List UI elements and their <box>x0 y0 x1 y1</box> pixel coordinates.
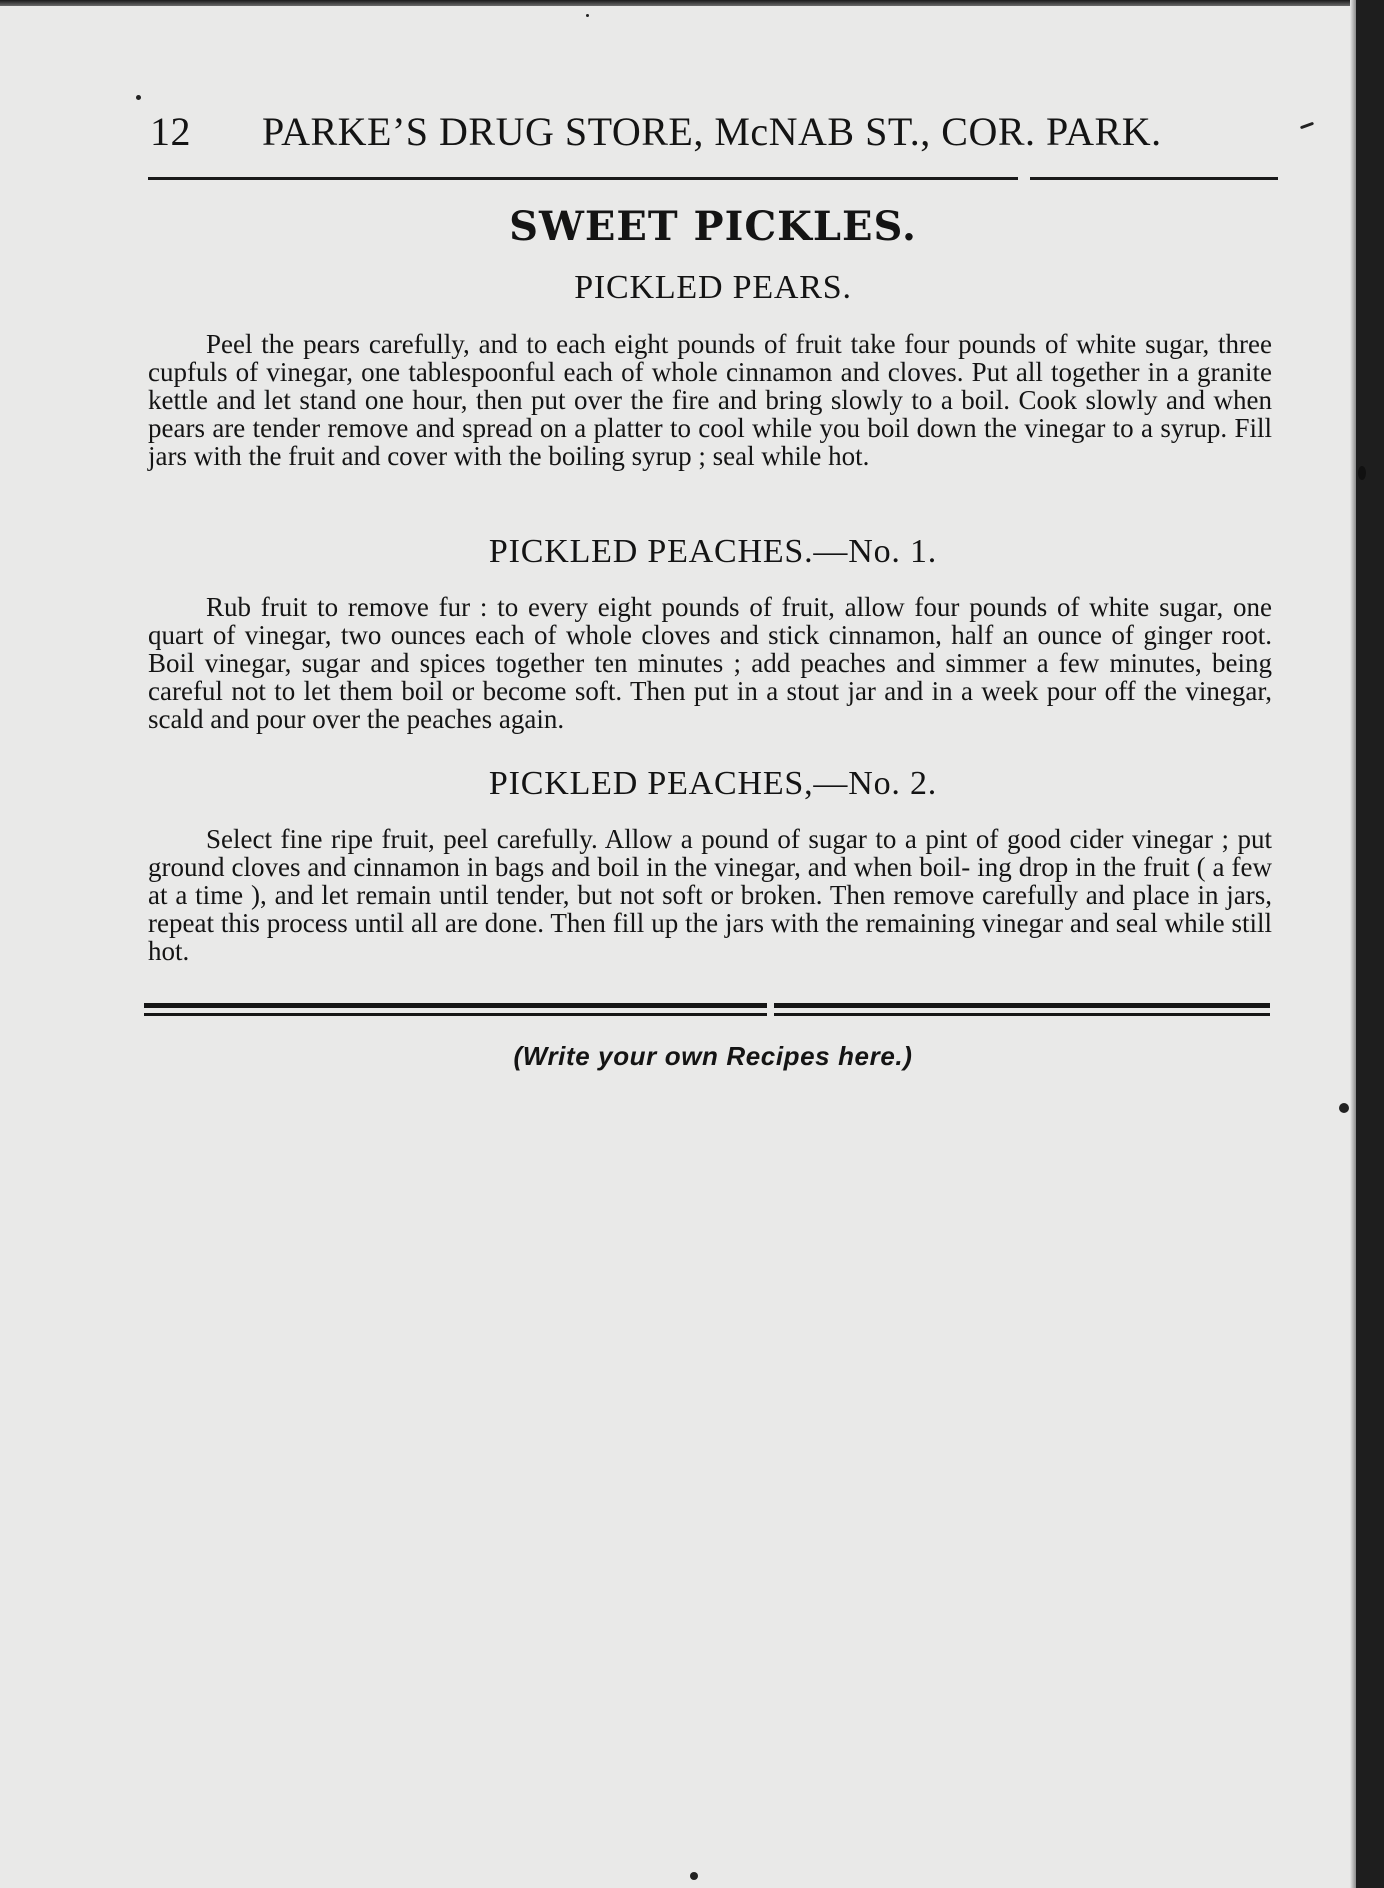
recipe-line: in a stout jar and in a week pour off the vinegar, scald and pour over the peaches again. <box>148 676 1273 734</box>
ink-speck <box>136 95 141 100</box>
recipe-line: Select fine ripe fruit, peel carefully. Allow a pound of sugar to a pint of good cider <box>206 824 1124 854</box>
ink-speck <box>690 1872 698 1880</box>
recipe-line: sugar, one quart of vinegar, two ounces each of whole cloves and stick cinnamon, half an <box>148 592 1273 650</box>
section-title: SWEET PICKLES. <box>509 203 917 250</box>
recipe-line: vinegar ; put ground cloves and cinnamon in bags and boil in the vinegar, and when boil- <box>148 824 1272 882</box>
recipe-title-peaches-2: PICKLED PEACHES,—No. 2. <box>488 765 938 802</box>
recipe-line: to cool while you boil down the vinegar to a syrup. Fill jars with the fruit and cover <box>148 413 1272 471</box>
divider-thick-line <box>144 1003 1270 1008</box>
recipe-line: and simmer a few minutes, being careful not to let them boil or become soft. Then put <box>148 648 1272 706</box>
ink-speck <box>1300 122 1314 130</box>
divider-gap <box>767 1003 774 1017</box>
recipe-body-pears <box>148 330 1272 470</box>
recipe-line: up the jars with the remaining vinegar and seal while still hot. <box>148 908 1272 966</box>
header-rule <box>148 177 1278 180</box>
page-binding-edge <box>1356 0 1384 1888</box>
recipe-title-pears: PICKLED PEARS. <box>574 269 852 306</box>
ink-speck <box>1358 466 1366 480</box>
recipe-body-peaches-2 <box>148 825 1272 965</box>
section-divider <box>144 1003 1270 1017</box>
recipe-line: Then remove carefully and place in jars, repeat this process until all are done. Then fill <box>148 880 1273 938</box>
recipe-body-peaches-1 <box>148 593 1272 733</box>
recipe-line: ounce of ginger root. Boil vinegar, sugar and spices together ten minutes ; add peaches <box>148 620 1272 678</box>
ink-speck <box>586 14 589 17</box>
divider-thin-line <box>144 1013 1270 1016</box>
recipe-line: slowly to a boil. Cook slowly and when pears are tender remove and spread on a platter <box>148 385 1272 443</box>
page-top-edge <box>0 0 1384 6</box>
recipe-line: Put all together in a granite kettle and let stand one hour, then put over the fire and bring <box>148 357 1272 415</box>
write-recipes-note: (Write your own Recipes here.) <box>513 1041 913 1071</box>
recipe-title-peaches-1: PICKLED PEACHES.—No. 1. <box>488 533 938 570</box>
recipe-line: Rub fruit to remove fur : to every eight pounds of fruit, allow four pounds of white <box>206 592 1150 622</box>
recipe-line: ing drop in the fruit ( a few at a time ), and let remain until tender, but not soft or broken. <box>148 852 1272 910</box>
recipe-line: Peel the pears carefully, and to each eight pounds of fruit take four pounds of white <box>206 329 1137 359</box>
store-line: PARKE’S DRUG STORE, McNAB ST., COR. PARK. <box>262 109 1162 154</box>
ink-speck <box>1339 1103 1349 1113</box>
page-number: 12 <box>150 109 191 154</box>
recipe-line: sugar, three cupfuls of vinegar, one tablespoonful each of whole cinnamon and cloves. <box>148 329 1272 387</box>
header-rule-gap <box>1018 175 1030 182</box>
recipe-line: with the boiling syrup ; seal while hot. <box>453 441 870 471</box>
running-head <box>150 108 1290 164</box>
